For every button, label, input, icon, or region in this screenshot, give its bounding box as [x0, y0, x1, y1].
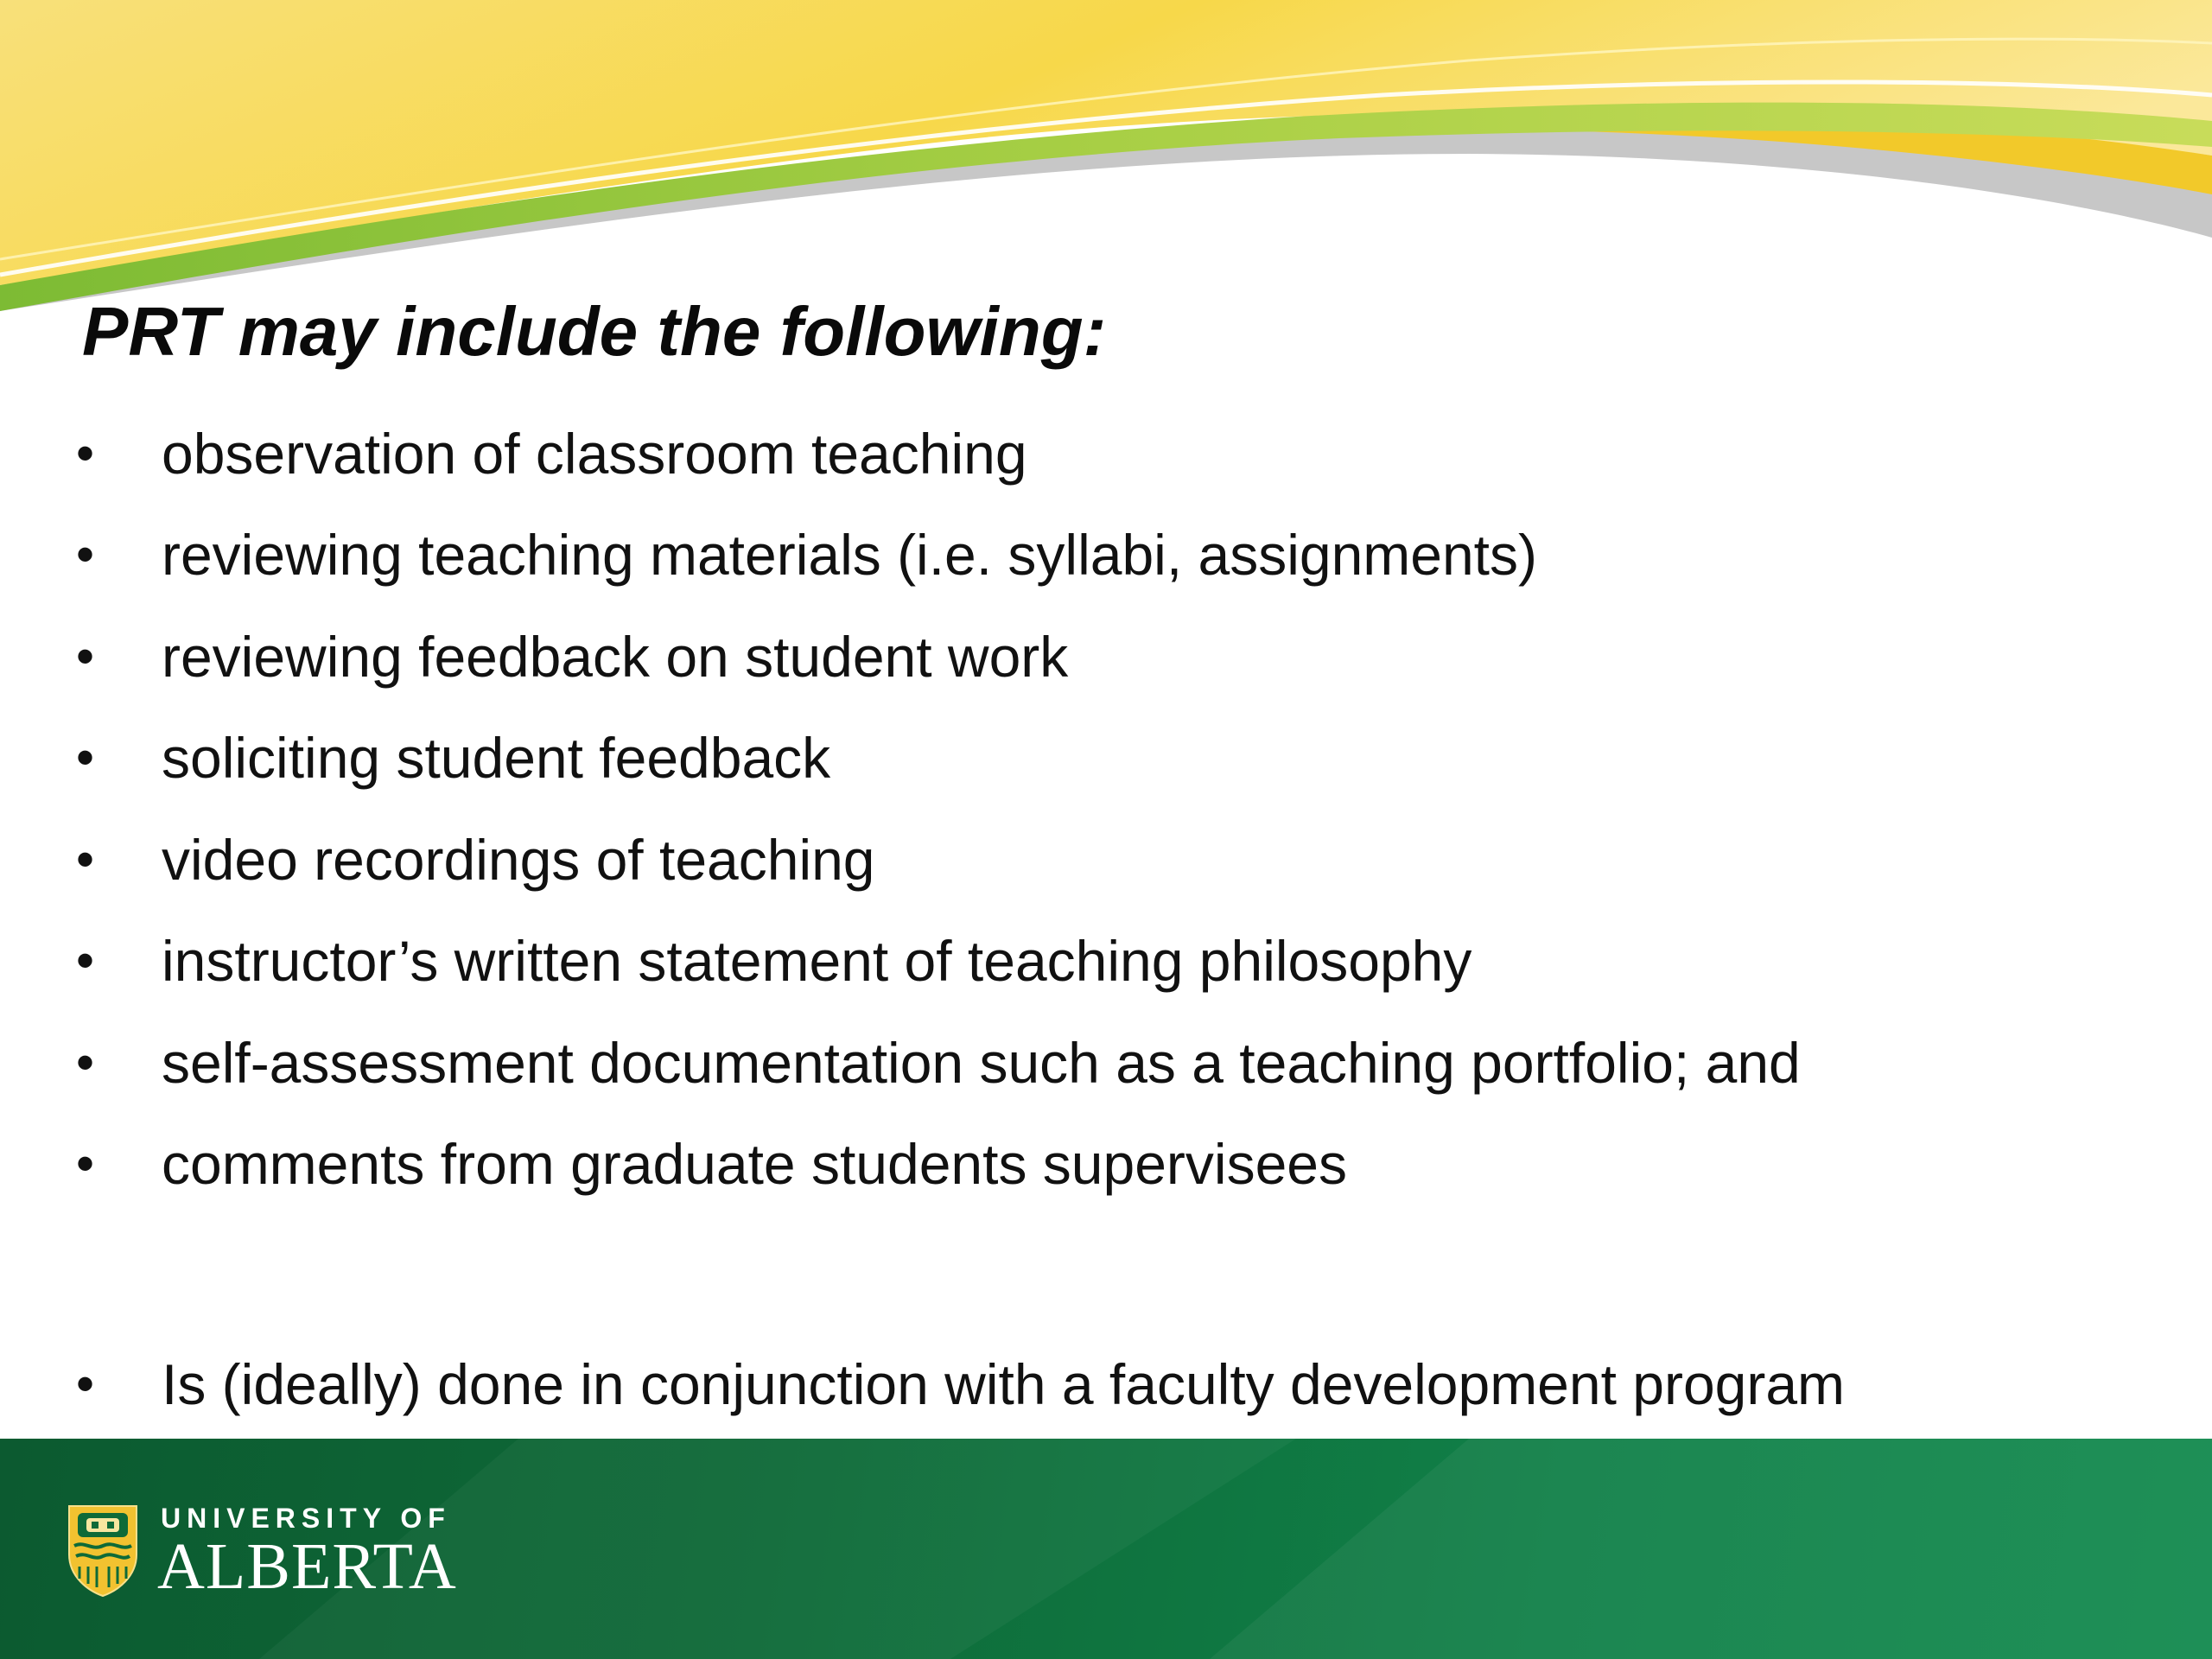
- list-item-text: comments from graduate students supervisees: [162, 1132, 1347, 1196]
- bullet-icon: •: [76, 728, 95, 786]
- list-item-text: Is (ideally) done in conjunction with a faculty development program: [162, 1352, 1846, 1416]
- bullet-icon: •: [76, 627, 95, 685]
- bullet-icon: •: [76, 424, 95, 482]
- list-item-text: reviewing teaching materials (i.e. syllabi, assignments): [162, 523, 1537, 587]
- university-crest-icon: [66, 1501, 140, 1598]
- bullet-icon: •: [76, 525, 95, 583]
- bullet-icon: •: [76, 931, 95, 989]
- logo-line-alberta: ALBERTA: [157, 1530, 457, 1603]
- list-item-text: self-assessment documentation such as a teaching portfolio; and: [162, 1031, 1801, 1095]
- bullet-icon: •: [76, 830, 95, 888]
- list-item-text: instructor’s written statement of teaching philosophy: [162, 929, 1472, 993]
- header-swoosh-decoration: [0, 0, 2212, 328]
- footer-band: [0, 1439, 2212, 1659]
- list-item-text: observation of classroom teaching: [162, 422, 1027, 486]
- slide-title: PRT may include the following:: [82, 293, 1107, 370]
- university-logo: [66, 1501, 463, 1605]
- bullet-icon: •: [76, 1135, 95, 1192]
- list-item-text: video recordings of teaching: [162, 828, 875, 892]
- list-item-text: reviewing feedback on student work: [162, 625, 1069, 689]
- bullet-icon: •: [76, 1033, 95, 1091]
- bullet-icon: •: [76, 1355, 95, 1413]
- list-item-text: soliciting student feedback: [162, 726, 831, 790]
- logo-line-university-of: UNIVERSITY OF: [161, 1503, 451, 1534]
